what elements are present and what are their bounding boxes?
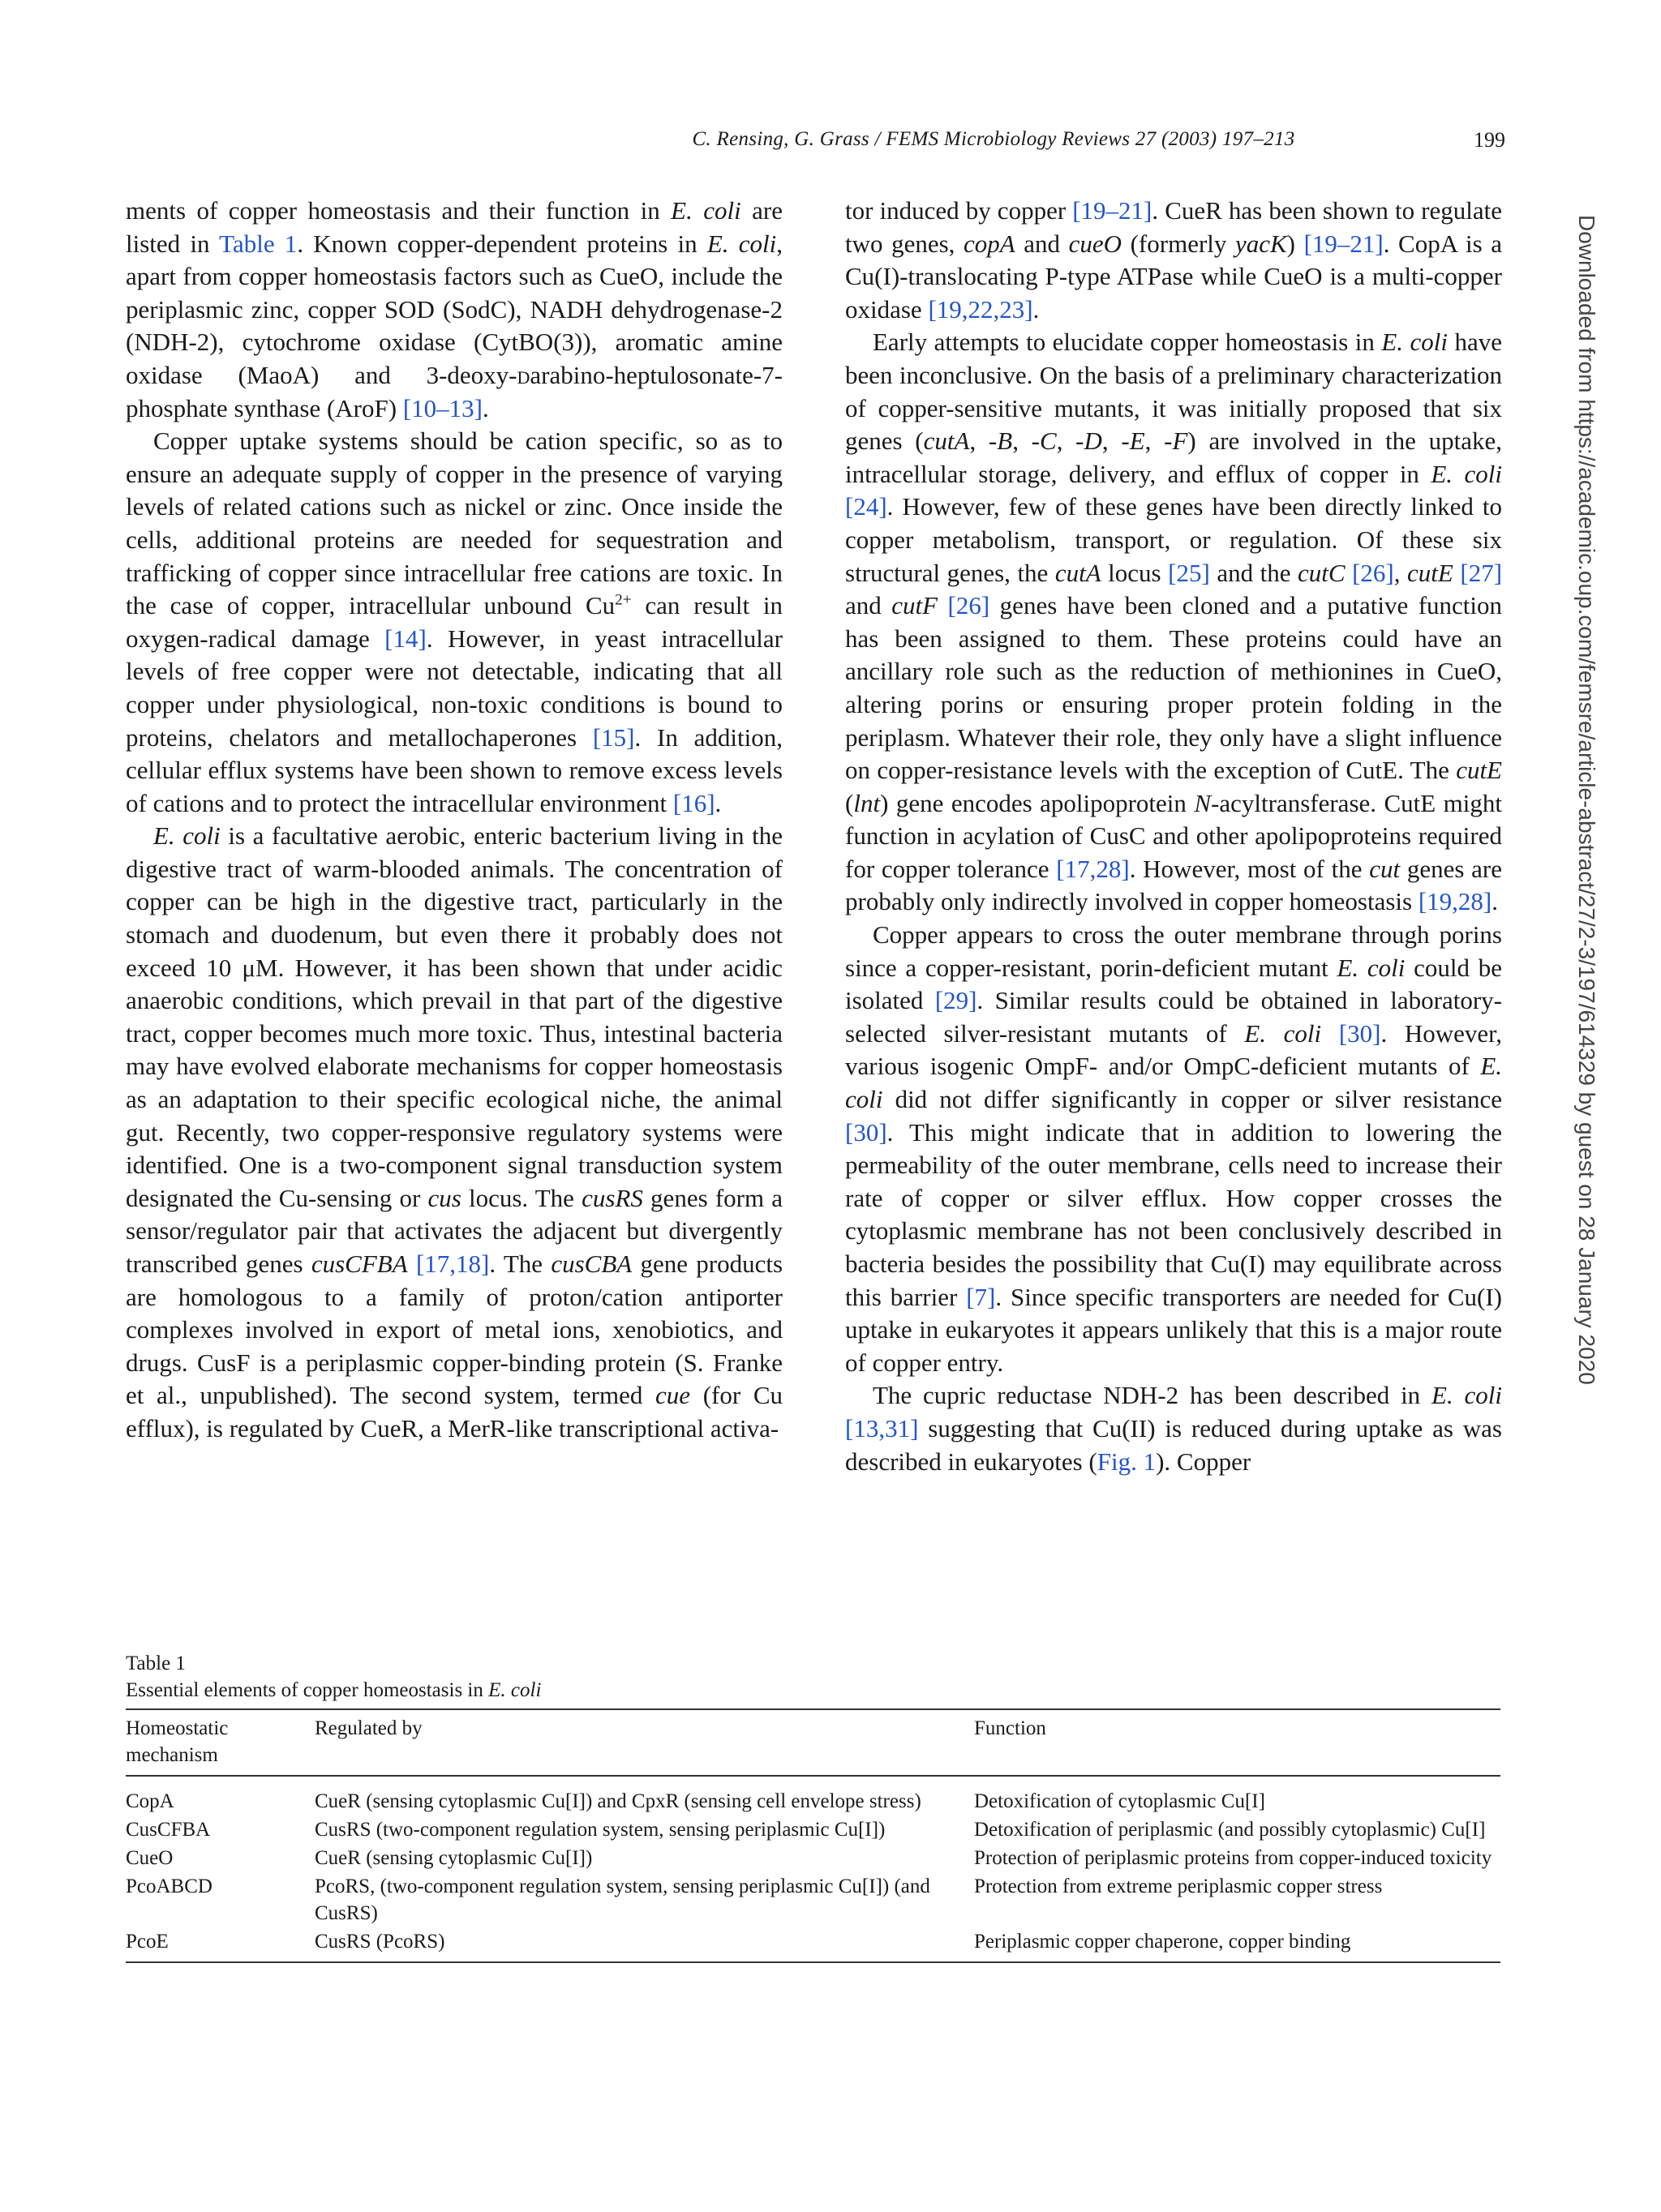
italic-text: cueO: [1068, 229, 1122, 258]
column-header: Function: [974, 1717, 1046, 1739]
text: . However, few of these genes have been directly linked to copper metabolism, transport, or regulation. Of these six structural genes, the: [845, 492, 1502, 587]
italic-text: E. coli: [1431, 459, 1502, 488]
citation-link[interactable]: [27]: [1460, 558, 1503, 587]
paragraph: [126, 425, 783, 820]
citation-link[interactable]: [24]: [845, 492, 887, 521]
text: and: [845, 591, 892, 620]
citation-link[interactable]: [30]: [845, 1117, 887, 1147]
caption-italic: E. coli: [488, 1679, 542, 1701]
citation-link[interactable]: [13,31]: [845, 1413, 919, 1443]
italic-text: cus: [427, 1183, 461, 1212]
text: Copper uptake systems should be cation specific, so as to ensure an adequate supply of copper in the presence of varying levels of related cations such as nickel or zinc. Once inside the cells, additional proteins are needed for sequestration and trafficking of copper since intracellular free cations are toxic. In the case of copper, intracellular unbound Cu: [126, 427, 783, 620]
text: tor induced by copper: [845, 196, 1073, 225]
table-link[interactable]: Table 1: [219, 229, 298, 258]
italic-text: cutC: [1298, 558, 1346, 587]
paragraph: [845, 326, 1502, 919]
italic-text: F: [1172, 427, 1188, 456]
table-cell: Detoxification of periplasmic (and possibly cytoplasmic) Cu[I]: [974, 1819, 1486, 1841]
text: ). Copper: [1156, 1447, 1251, 1476]
text: . CopA is a Cu(I)-translocating P-type ATPase while CueO is a multi-copper oxidase: [845, 229, 1503, 324]
table-row: [126, 1871, 1500, 1927]
italic-text: B: [997, 427, 1013, 456]
text: is a facultative aerobic, enteric bacterium living in the digestive tract of warm-blooded animals. The concentration of copper can be high in the digestive tract, particularly in the stomach and duodenum, but even there it probably does not exceed 10 μM. However, it has been shown that under acidic anaerobic conditions, which prevail in that part of the digestive tract, copper becomes much more toxic. Thus, intestinal bacteria may have evolved elaborate mechanisms for copper homeostasis as an adaptation to their specific ecological niche, the animal gut. Recently, two copper-responsive regulatory systems were identified. One is a two-component signal transduction system designated the Cu-sensing or: [126, 821, 783, 1212]
table-cell: CopA: [126, 1790, 174, 1812]
text: , apart from copper homeostasis factors such as CueO, include the periplasmic zinc, copper SOD (SodC), NADH dehydrogenase-2 (NDH-2), cytochrome oxidase (CytBO(3)), aromatic amine oxidase (MaoA) and 3-deoxy-: [126, 229, 783, 389]
citation-link[interactable]: [19–21]: [1303, 229, 1384, 258]
paragraph: [126, 195, 783, 425]
text: and: [1015, 229, 1069, 258]
italic-text: D: [1084, 427, 1102, 456]
text: suggesting that Cu(II) is reduced during uptake as was described in eukaryotes (: [845, 1413, 1502, 1476]
text: can result in oxygen-radical damage: [126, 591, 783, 653]
table-cell: CusCFBA: [126, 1819, 211, 1841]
text: . This might indicate that in addition to lowering the permeability of the outer membrane, cells need to increase their rate of copper or silver efflux. How copper crosses the cytoplasmic membrane has not been conclusively described in bacteria besides the possibility that Cu(I) may equilibrate across this barrier: [845, 1117, 1502, 1311]
table-cell: Protection from extreme periplasmic copper stress: [974, 1875, 1383, 1897]
citation-link[interactable]: [19,28]: [1418, 887, 1492, 916]
text: ) are involved in the uptake, intracellular storage, delivery, and efflux of copper in: [845, 427, 1503, 488]
italic-text: E. coli: [1431, 1381, 1503, 1410]
table-block: [126, 1650, 1500, 1963]
paragraph: [845, 195, 1502, 326]
text: ments of copper homeostasis and their function in: [126, 196, 672, 225]
text: .: [1032, 294, 1040, 324]
text: -acyltransferase. CutE might function in acylation of CusC and other apolipoproteins required for copper tolerance: [845, 788, 1502, 883]
table-cell: CueR (sensing cytoplasmic Cu[I]): [315, 1847, 593, 1869]
italic-text: E. coli: [1337, 953, 1406, 982]
page-number: 199: [1474, 128, 1505, 152]
table-row: [126, 1843, 1500, 1871]
citation-link[interactable]: [26]: [947, 591, 990, 620]
text: arabino-heptulosonate-7-phosphate synthase (AroF): [126, 360, 783, 422]
text: (: [845, 788, 854, 817]
italic-text: yacK: [1234, 229, 1287, 258]
italic-text: E. coli: [1244, 1018, 1322, 1048]
table-cell: CusRS (two-component regulation system, sensing periplasmic Cu[I]): [315, 1819, 886, 1841]
text: locus. The: [461, 1183, 582, 1212]
table-cell: CueO: [126, 1847, 174, 1869]
text: ): [1286, 229, 1304, 258]
paragraph: [845, 919, 1502, 1379]
table-cell: PcoABCD: [126, 1875, 212, 1897]
citation-link[interactable]: [25]: [1168, 558, 1210, 587]
text: , -: [1012, 427, 1041, 456]
right-column: [845, 195, 1502, 1478]
italic-text: cut: [1369, 854, 1401, 883]
text: , -: [1144, 427, 1173, 456]
italic-text: cutE: [1456, 756, 1502, 785]
text: [938, 591, 947, 619]
italic-text: cusCFBA: [311, 1250, 408, 1278]
text: locus: [1101, 558, 1169, 587]
citation-link[interactable]: [7]: [966, 1282, 996, 1311]
italic-text: E. coli: [706, 229, 777, 258]
table-row: [126, 1927, 1500, 1962]
text: genes are probably only indirectly involved in copper homeostasis: [845, 854, 1502, 916]
text: ) gene encodes apolipoprotein: [880, 788, 1195, 817]
text: have been inconclusive. On the basis of a preliminary characterization of copper-sensitive mutants, it was initially proposed that six genes (: [845, 328, 1502, 456]
column-header: Homeostatic mechanism: [126, 1717, 229, 1766]
superscript: 2+: [615, 591, 632, 609]
table-label: Table 1: [126, 1653, 186, 1674]
text: , -: [1056, 427, 1084, 456]
text: . The: [489, 1250, 552, 1278]
citation-link[interactable]: [15]: [592, 722, 635, 752]
table-row: [126, 1815, 1500, 1843]
citation-link[interactable]: [29]: [934, 986, 977, 1015]
running-head: C. Rensing, G. Grass / FEMS Microbiology Reviews 27 (2003) 197–213: [692, 128, 1295, 150]
italic-text: E. coli: [671, 196, 741, 225]
text: .: [482, 393, 489, 422]
text: genes form a sensor/regulator pair that activates the adjacent but divergently transcribed genes: [126, 1183, 783, 1278]
caption-text: Essential elements of copper homeostasis in: [126, 1679, 489, 1701]
text: . CueR has been shown to regulate two genes,: [845, 196, 1502, 258]
italic-text: cusCBA: [551, 1250, 633, 1278]
italic-text: cue: [655, 1381, 691, 1410]
small-caps-text: d: [517, 360, 530, 389]
table-cell: Periplasmic copper chaperone, copper binding: [974, 1931, 1351, 1953]
citation-link[interactable]: [16]: [672, 788, 715, 817]
text: gene products are homologous to a family of proton/cation antiporter complexes involved in export of metal ions, xenobiotics, and drugs. CusF is a periplasmic copper-binding protein (S. Franke et al., unpublished). The second system, termed: [126, 1250, 783, 1410]
text: . However, most of the: [1129, 854, 1370, 883]
table-cell: CueR (sensing cytoplasmic Cu[I]) and CpxR (sensing cell envelope stress): [315, 1790, 921, 1812]
text: , -: [969, 427, 998, 456]
text: . In addition, cellular efflux systems have been shown to remove excess levels of cations and to protect the intracellular environment: [126, 722, 783, 817]
table-row: [126, 1776, 1500, 1815]
text: . Since specific transporters are needed for Cu(I) uptake in eukaryotes it appears unlikely that this is a major route of copper entry.: [845, 1282, 1502, 1377]
text: Early attempts to elucidate copper homeostasis in: [873, 328, 1382, 357]
text: . However, in yeast intracellular levels of free copper were not detectable, indicating that all copper under physiological, non-toxic conditions is bound to proteins, chelators and metallochaperones: [126, 624, 783, 752]
italic-text: E. coli: [1381, 328, 1449, 357]
italic-text: C: [1040, 427, 1057, 456]
text: (for Cu efflux), is regulated by CueR, a MerR-like transcriptional activa-: [126, 1381, 783, 1443]
text: ,: [1393, 558, 1408, 587]
italic-text: cutA: [1054, 558, 1101, 587]
italic-text: cutA: [923, 427, 970, 456]
citation-link[interactable]: [17,28]: [1056, 854, 1130, 883]
italic-text: E. coli: [845, 1052, 1502, 1114]
text: .: [715, 788, 722, 817]
text: genes have been cloned and a putative function has been assigned to them. These proteins could have an ancillary role such as the reduction of methionines in CueO, altering porins or ensuring proper protein folding in the periplasm. Whatever their role, they only have a slight influence on copper-resistance levels with the exception of CutE. The: [845, 591, 1503, 785]
italic-text: cusRS: [582, 1183, 643, 1212]
table-cell: PcoE: [126, 1931, 169, 1953]
citation-link[interactable]: [10–13]: [402, 393, 483, 422]
italic-text: cutF: [891, 591, 938, 620]
table-cell: CusRS (PcoRS): [315, 1931, 445, 1953]
text: are listed in: [126, 196, 783, 258]
text: . Similar results could be obtained in laboratory-selected silver-resistant mutants of: [845, 986, 1502, 1048]
citation-link[interactable]: [30]: [1338, 1018, 1381, 1048]
text: and the: [1209, 558, 1298, 587]
italic-text: E: [1129, 427, 1145, 456]
table-cell: PcoRS, (two-component regulation system, sensing periplasmic Cu[I]) (and CusRS): [315, 1875, 930, 1924]
paragraph: [845, 1379, 1502, 1478]
table-caption: [126, 1677, 1500, 1704]
citation-link[interactable]: [14]: [384, 624, 427, 653]
italic-text: E. coli: [153, 821, 221, 851]
text: (formerly: [1122, 229, 1235, 258]
table-cell: Detoxification of cytoplasmic Cu[I]: [974, 1790, 1265, 1812]
text: Copper appears to cross the outer membrane through porins since a copper-resistant, porin-deficient mutant: [845, 920, 1502, 982]
column-header: Regulated by: [315, 1717, 423, 1739]
italic-text: lnt: [853, 788, 881, 817]
left-column: [126, 195, 783, 1446]
italic-text: cutE: [1407, 558, 1453, 587]
download-watermark: Downloaded from https://academic.oup.com/femsre/article-abstract/27/2-3/197/614329 by guest on 28 January 2020: [1574, 215, 1599, 1385]
text: The cupric reductase NDH-2 has been described in: [873, 1381, 1432, 1410]
text: did not differ significantly in copper or silver resistance: [882, 1085, 1502, 1114]
text: [1321, 1019, 1339, 1048]
text: [408, 1250, 416, 1278]
italic-text: N: [1194, 788, 1212, 817]
citation-link[interactable]: [19,22,23]: [928, 294, 1033, 324]
text: .: [1491, 887, 1498, 916]
citation-link[interactable]: [26]: [1352, 558, 1394, 587]
table-cell: Protection of periplasmic proteins from copper-induced toxicity: [974, 1847, 1492, 1869]
italic-text: copA: [964, 229, 1015, 258]
text: [1346, 559, 1353, 587]
citation-link[interactable]: [17,18]: [415, 1250, 490, 1278]
citation-link[interactable]: [19–21]: [1072, 196, 1152, 225]
text: could be isolated: [845, 953, 1502, 1015]
text: , -: [1101, 427, 1130, 456]
text: . Known copper-dependent proteins in: [297, 229, 707, 258]
text: . However, various isogenic OmpF- and/or OmpC-deficient mutants of: [845, 1018, 1502, 1081]
figure-link[interactable]: Fig. 1: [1097, 1447, 1157, 1476]
table-header-row: [126, 1709, 1500, 1776]
homeostasis-table: [126, 1708, 1500, 1963]
paragraph: [126, 820, 783, 1445]
